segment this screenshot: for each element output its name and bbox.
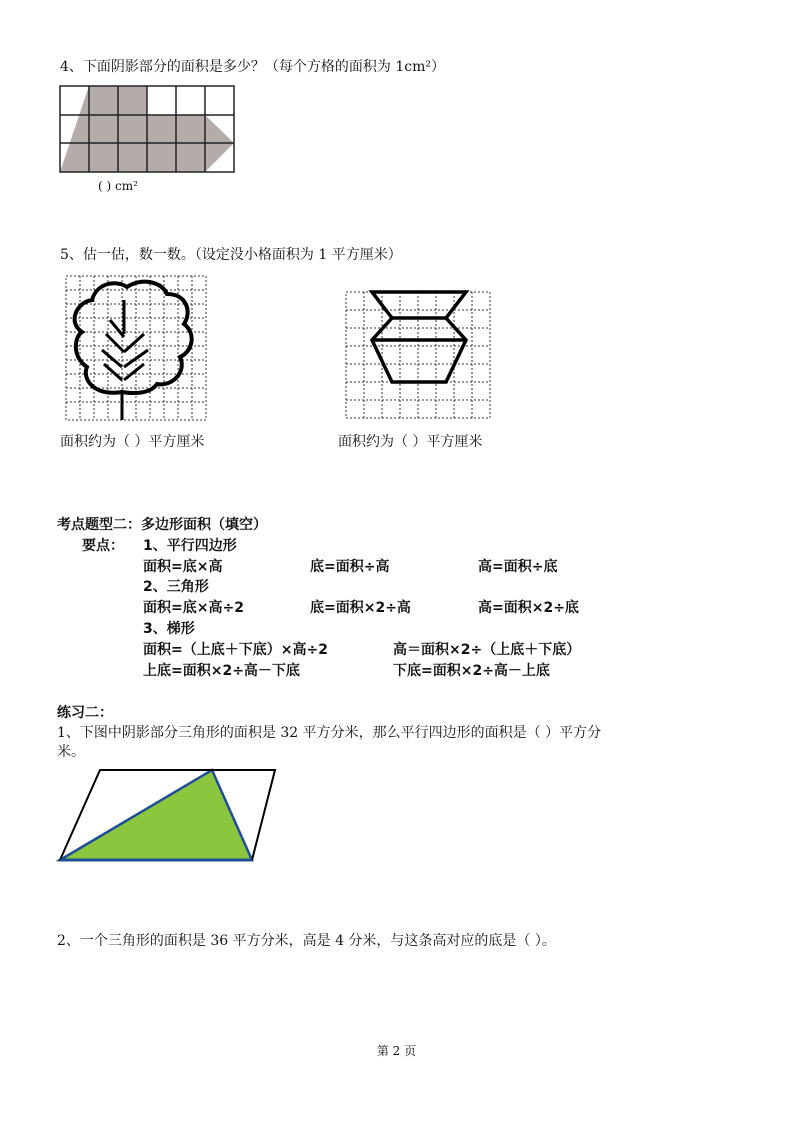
parallelogram-triangle-figure <box>55 765 280 865</box>
key-points-label: 要点： <box>82 538 124 554</box>
page-number: 第 2 页 <box>376 1044 417 1058</box>
q5-text: 5、估一估，数一数。（设定没小格面积为 1 平方厘米） <box>60 247 402 263</box>
practice2-q2: 2、一个三角形的面积是 36 平方分米，高是 4 分米，与这条高对应的底是（ ）。 <box>57 933 556 949</box>
formula: 高=面积×2÷底 <box>478 600 579 616</box>
section2-title: 考点题型二：多边形面积（填空） <box>57 517 267 533</box>
formula: 面积=底×高÷2 <box>143 600 244 616</box>
practice2-q1-line2: 米。 <box>57 744 85 760</box>
leaf-grid-figure <box>62 272 212 424</box>
parallelogram-title: 1、平行四边形 <box>143 538 237 554</box>
formula: 面积=（上底＋下底）×高÷2 <box>143 642 328 658</box>
vase-grid-figure <box>342 288 492 422</box>
formula: 底=面积×2÷高 <box>310 600 411 616</box>
q5-label-right: 面积约为（ ）平方厘米 <box>338 434 483 450</box>
q5-label-left: 面积约为（ ）平方厘米 <box>60 434 205 450</box>
formula: 面积=底×高 <box>143 559 223 575</box>
triangle-title: 2、三角形 <box>143 579 209 595</box>
practice2-q1-line1: 1、下图中阴影部分三角形的面积是 32 平方分米，那么平行四边形的面积是（ ）平方分 <box>57 725 602 741</box>
formula: 高=面积÷底 <box>478 559 558 575</box>
q4-text: 4、下面阴影部分的面积是多少？（每个方格的面积为 1cm²） <box>60 59 445 75</box>
formula: 高＝面积×2÷（上底＋下底） <box>393 642 581 658</box>
practice2-title: 练习二： <box>57 705 113 721</box>
q4-grid-figure <box>58 84 240 176</box>
q4-answer-blank[interactable]: ( ) cm² <box>98 179 138 193</box>
formula: 上底=面积×2÷高－下底 <box>143 663 300 679</box>
formula: 底=面积÷高 <box>310 559 390 575</box>
formula: 下底=面积×2÷高－上底 <box>393 663 550 679</box>
trapezoid-title: 3、梯形 <box>143 621 195 637</box>
